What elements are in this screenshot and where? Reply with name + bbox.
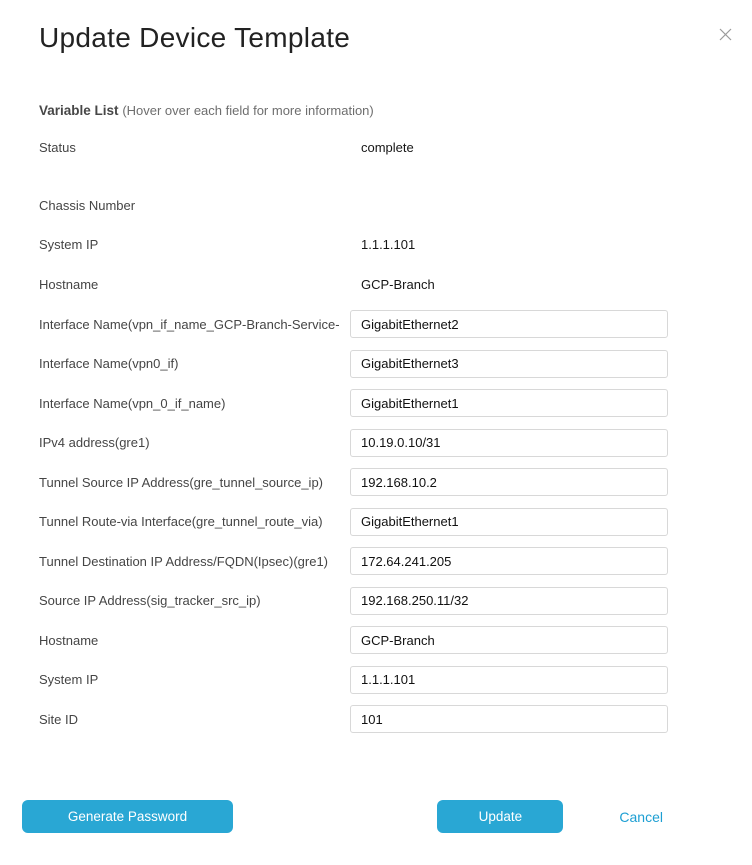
field-row-interface-name-vpn-0-if-name — [39, 389, 752, 417]
field-label: Tunnel Route-via Interface(gre_tunnel_route_via) — [39, 514, 323, 529]
generate-password-button[interactable]: Generate Password — [22, 800, 233, 833]
site-id-input[interactable] — [350, 705, 668, 733]
field-label: Source IP Address(sig_tracker_src_ip) — [39, 593, 261, 608]
field-label: Status — [39, 139, 76, 155]
update-button[interactable]: Update — [437, 800, 563, 833]
field-row-ipv4-address-gre1 — [39, 429, 752, 457]
update-device-template-dialog — [0, 20, 752, 865]
field-row-status — [39, 140, 752, 154]
field-label: Hostname — [39, 276, 99, 292]
field-row-interface-name-vpn0-if — [39, 350, 752, 378]
variable-list — [0, 140, 752, 733]
dialog-title: Update Device Template — [39, 22, 351, 53]
field-value: complete — [361, 139, 414, 155]
close-button[interactable] — [716, 25, 734, 43]
field-row-interface-name-service — [39, 310, 752, 338]
interface-name-service-input[interactable] — [350, 310, 668, 338]
ipv4-address-gre1-input[interactable] — [350, 429, 668, 457]
field-row-chassis-number — [39, 198, 752, 212]
field-label: Site ID — [39, 711, 79, 727]
variable-list-hint: (Hover over each field for more information) — [122, 103, 374, 118]
field-row-system-ip — [39, 666, 752, 694]
field-row-hostname — [39, 626, 752, 654]
interface-name-vpn0-if-input[interactable] — [350, 350, 668, 378]
field-label: IPv4 address(gre1) — [39, 435, 150, 450]
field-row-tunnel-source-ip — [39, 468, 752, 496]
field-row-tunnel-route-via — [39, 508, 752, 536]
field-label: Hostname — [39, 632, 99, 648]
field-row-source-ip-sig-tracker — [39, 587, 752, 615]
variable-list-header — [39, 103, 752, 118]
field-label: Tunnel Source IP Address(gre_tunnel_source_ip) — [39, 474, 324, 490]
field-label: System IP — [39, 236, 99, 252]
dialog-footer — [0, 800, 752, 833]
tunnel-source-ip-input[interactable] — [350, 468, 668, 496]
field-value: 1.1.1.101 — [361, 236, 416, 252]
field-label: System IP — [39, 672, 99, 687]
cancel-link[interactable]: Cancel — [619, 808, 663, 825]
interface-name-vpn-0-if-name-input[interactable] — [350, 389, 668, 417]
field-label: Interface Name(vpn0_if) — [39, 356, 179, 371]
field-value: GCP-Branch — [361, 276, 435, 292]
close-icon — [719, 28, 732, 41]
field-row-site-id — [39, 705, 752, 733]
variable-list-heading: Variable List — [39, 103, 119, 118]
field-label: Interface Name(vpn_0_if_name) — [39, 395, 226, 411]
field-label: Chassis Number — [39, 197, 136, 213]
tunnel-route-via-input[interactable] — [350, 508, 668, 536]
source-ip-sig-tracker-input[interactable] — [350, 587, 668, 615]
system-ip-input[interactable] — [350, 666, 668, 694]
tunnel-destination-ip-input[interactable] — [350, 547, 668, 575]
field-row-system-ip-static — [39, 237, 752, 251]
field-row-tunnel-destination-ip — [39, 547, 752, 575]
field-label: Tunnel Destination IP Address/FQDN(Ipsec)(gre1) — [39, 553, 329, 569]
field-row-hostname-static — [39, 277, 752, 291]
field-label: Interface Name(vpn_if_name_GCP-Branch-Service- — [39, 316, 340, 332]
hostname-input[interactable] — [350, 626, 668, 654]
